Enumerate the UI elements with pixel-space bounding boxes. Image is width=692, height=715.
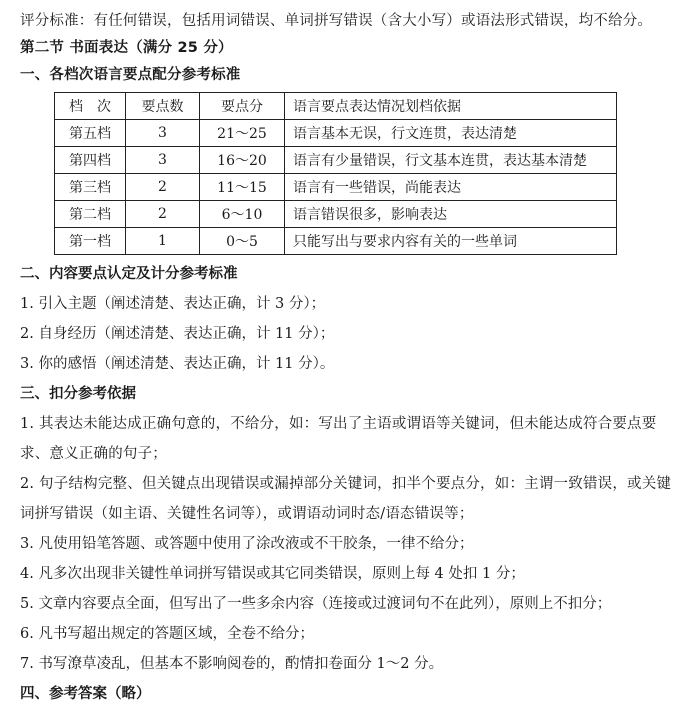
table-cell: 1 (126, 228, 200, 255)
section2-title: 第二节 书面表达（满分 25 分） (20, 40, 233, 56)
table-row (55, 147, 617, 174)
list-item: 5. 文章内容要点全面，但写出了一些多余内容（连接或过渡词句不在此列），原则上不扣分； (20, 596, 612, 612)
table-cell: 第五档 (55, 120, 126, 147)
table-cell: 21～25 (200, 120, 285, 147)
header-cell: 档 次 (55, 93, 126, 120)
list-item: 4. 凡多次出现非关键性单词拼写错误或其它同类错误，原则上每 4 处扣 1 分； (20, 566, 525, 582)
list-item: 2. 句子结构完整、但关键点出现错误或漏掉部分关键词，扣半个要点分，如：主谓一致错误，或关键词拼写错误（如主语、关键性名词等），或谓语动词时态/语态错误等； (20, 476, 672, 522)
grading-table (54, 92, 617, 255)
table-cell: 语言基本无误，行文连贯，表达清楚 (285, 120, 617, 147)
table-cell: 3 (126, 147, 200, 174)
table-cell: 第一档 (55, 228, 126, 255)
table-row (55, 228, 617, 255)
table-cell: 第二档 (55, 201, 126, 228)
list-item: 3. 你的感悟（阐述清楚、表达正确，计 11 分）。 (20, 356, 335, 372)
table-cell: 6～10 (200, 201, 285, 228)
list-item: 3. 凡使用铅笔答题、或答题中使用了涂改液或不干胶条，一律不给分； (20, 536, 474, 552)
part4-title: 四、参考答案（略） (20, 686, 151, 702)
table-row (55, 201, 617, 228)
table-cell: 0～5 (200, 228, 285, 255)
table-cell: 只能写出与要求内容有关的一些单词 (285, 228, 617, 255)
table-cell: 语言有少量错误，行文基本连贯，表达基本清楚 (285, 147, 617, 174)
header-cell: 语言要点表达情况划档依据 (285, 93, 617, 120)
list-item: 6. 凡书写超出规定的答题区域，全卷不给分； (20, 626, 314, 642)
header-cell: 要点数 (126, 93, 200, 120)
scoring-note: 评分标准：有任何错误，包括用词错误、单词拼写错误（含大小写）或语法形式错误，均不给分。 (20, 13, 653, 29)
table-cell: 2 (126, 201, 200, 228)
table-cell: 16～20 (200, 147, 285, 174)
part1-title: 一、各档次语言要点配分参考标准 (20, 67, 241, 83)
table-cell: 3 (126, 120, 200, 147)
part2-title: 二、内容要点认定及计分参考标准 (20, 266, 238, 282)
part3-title: 三、扣分参考依据 (20, 386, 136, 402)
list-item: 1. 引入主题（阐述清楚、表达正确，计 3 分）； (20, 296, 326, 312)
table-cell: 第四档 (55, 147, 126, 174)
table-row (55, 174, 617, 201)
table-cell: 第三档 (55, 174, 126, 201)
list-item: 1. 其表达未能达成正确句意的，不给分，如：写出了主语或谓语等关键词，但未能达成符合要点要求、意义正确的句子； (20, 416, 657, 462)
table-row (55, 120, 617, 147)
list-item: 2. 自身经历（阐述清楚、表达正确，计 11 分）； (20, 326, 335, 342)
table-cell: 语言有一些错误，尚能表达 (285, 174, 617, 201)
table-cell: 2 (126, 174, 200, 201)
table-header-row (55, 93, 617, 120)
list-item: 7. 书写潦草凌乱，但基本不影响阅卷的，酌情扣卷面分 1～2 分。 (20, 656, 444, 672)
table-cell: 语言错误很多，影响表达 (285, 201, 617, 228)
header-cell: 要点分 (200, 93, 285, 120)
table-cell: 11～15 (200, 174, 285, 201)
